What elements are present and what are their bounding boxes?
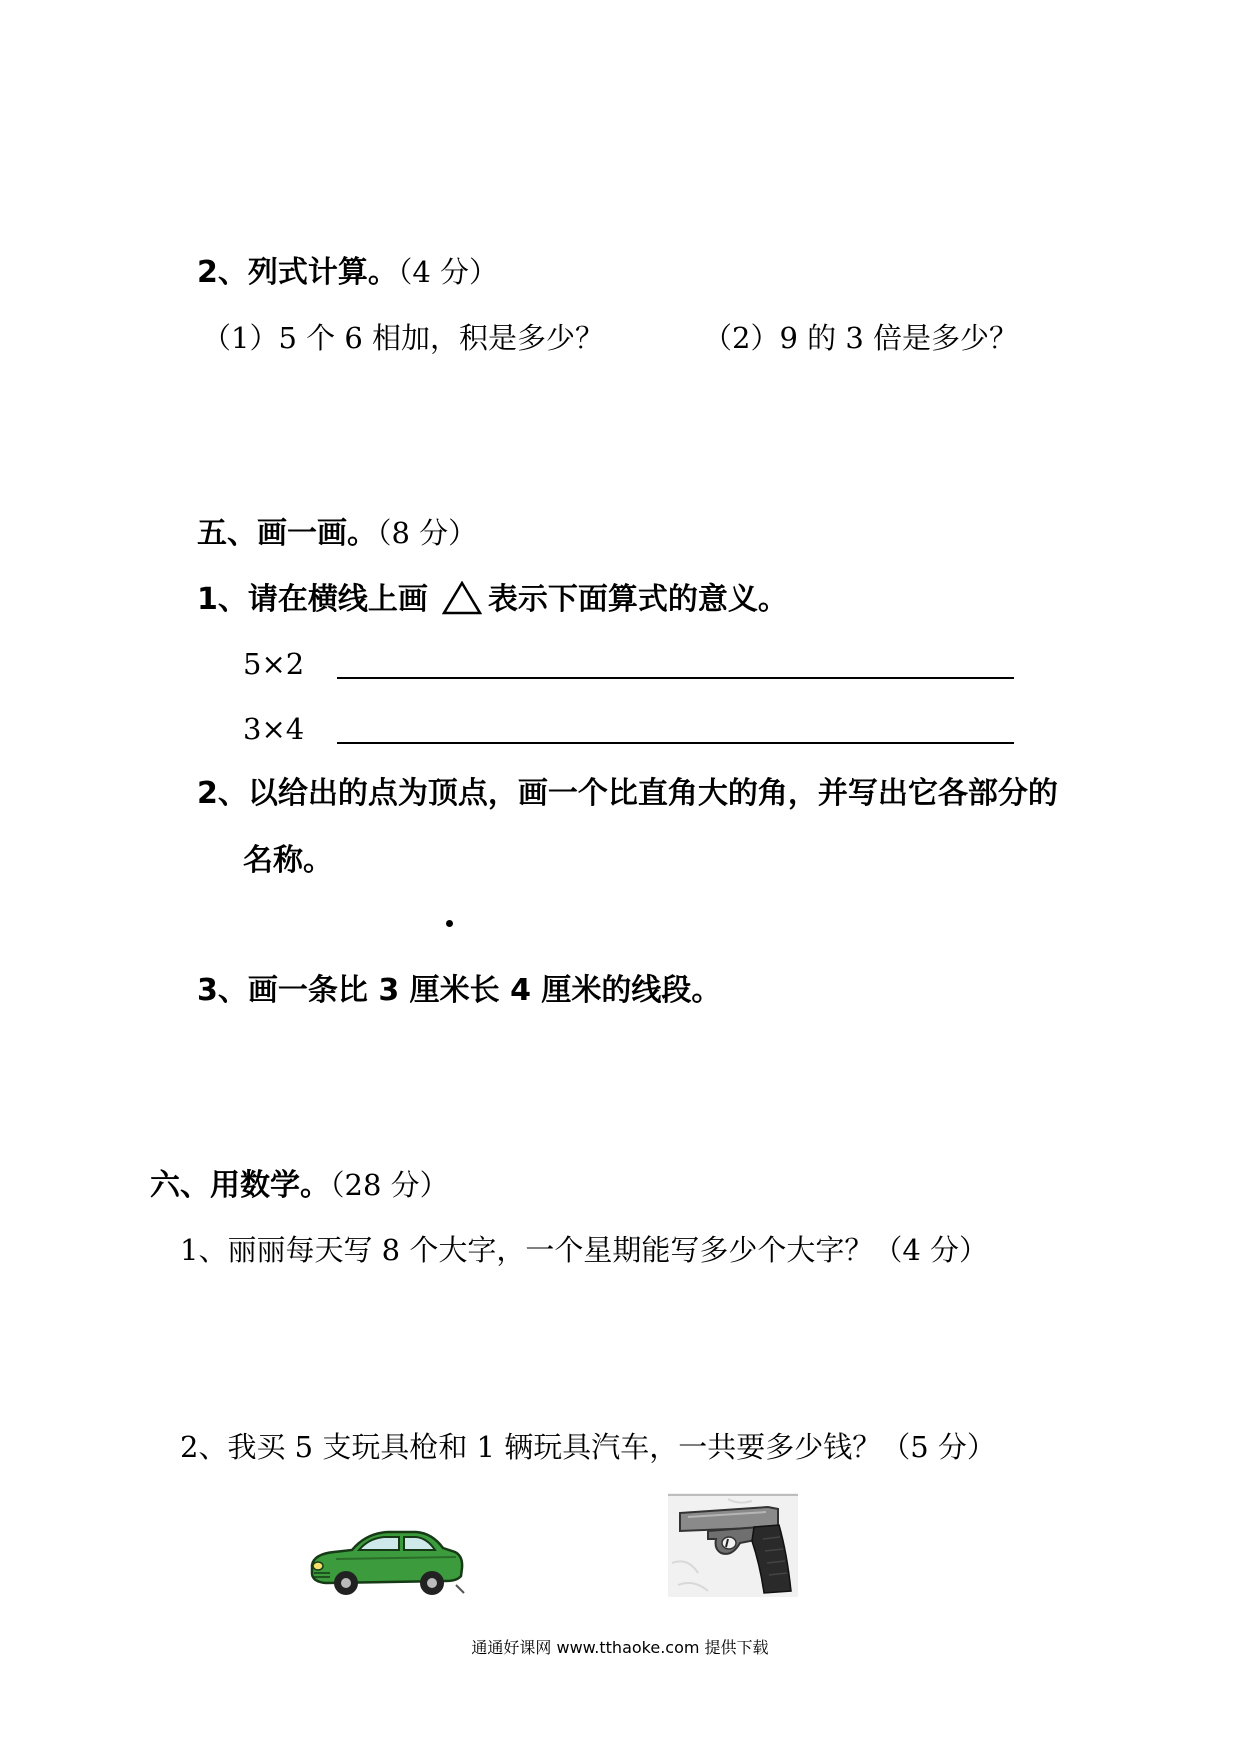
draw-question-2-line-1: 2、以给出的点为顶点，画一个比直角大的角，并写出它各部分的 (197, 776, 1058, 811)
expression-3x4: 3×4 (243, 712, 305, 746)
expression-5x2: 5×2 (243, 647, 305, 681)
toy-car-image (306, 1523, 466, 1597)
answer-line-2 (337, 742, 1014, 744)
calc-question-score: （4 分） (397, 255, 499, 289)
calc-subquestion-1: （1）5 个 6 相加，积是多少？ (202, 321, 605, 355)
calc-question-title: 2、列式计算。 (197, 255, 398, 290)
word-problem-1: 1、丽丽每天写 8 个大字，一个星期能写多少个大字？（4 分） (180, 1233, 989, 1267)
draw-question-2-line-2: 名称。 (243, 843, 333, 878)
section-six-title: 六、用数学。 (150, 1168, 330, 1203)
toy-gun-image (668, 1493, 798, 1597)
answer-line-1 (337, 677, 1014, 679)
calc-subquestion-2: （2）9 的 3 倍是多少？ (703, 321, 1019, 355)
draw-question-1 (197, 581, 788, 618)
section-five-title: 五、画一画。 (197, 516, 377, 551)
section-five-score: （8 分） (377, 516, 478, 550)
draw-question-1-text-after: 表示下面算式的意义。 (487, 582, 788, 617)
word-problem-2: 2、我买 5 支玩具枪和 1 辆玩具汽车，一共要多少钱？（5 分） (180, 1430, 996, 1464)
vertex-dot (446, 920, 453, 927)
triangle-icon (442, 581, 482, 615)
section-six-heading (150, 1167, 449, 1208)
draw-question-1-text-before: 1、请在横线上画 (197, 582, 428, 617)
section-six-score: （28 分） (330, 1168, 449, 1202)
section-five-heading (197, 515, 477, 556)
calc-question-heading (197, 254, 498, 295)
draw-question-3: 3、画一条比 3 厘米长 4 厘米的线段。 (197, 973, 722, 1008)
footer-credit: 通通好课网 www.tthaoke.com 提供下载 (471, 1638, 769, 1657)
